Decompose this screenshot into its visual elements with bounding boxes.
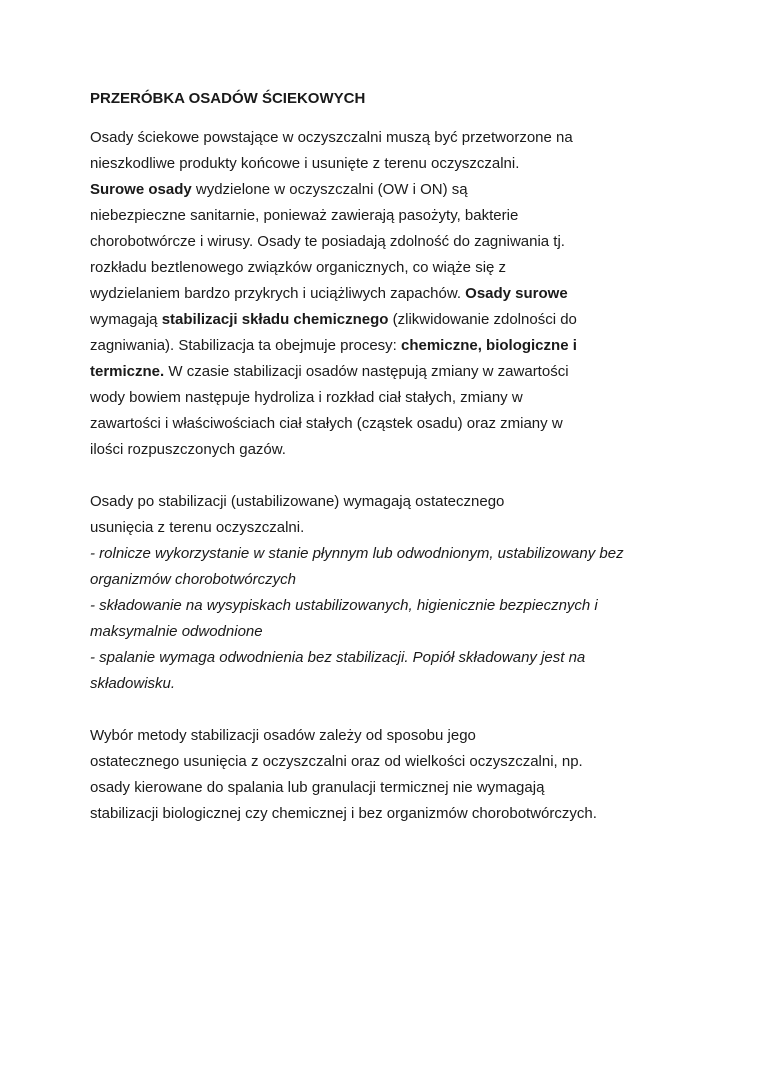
paragraph-line bbox=[90, 359, 690, 385]
text-run: wydzielone w oczyszczalni (OW i ON) są bbox=[191, 181, 468, 198]
text-run: W czasie stabilizacji osadów następują zmiany w zawartości bbox=[164, 363, 569, 380]
paragraph-1 bbox=[90, 125, 690, 463]
bold-term: Osady surowe bbox=[465, 285, 568, 302]
paragraph-line: usunięcia z terenu oczyszczalni. bbox=[90, 519, 305, 536]
document-title: PRZERÓBKA OSADÓW ŚCIEKOWYCH bbox=[90, 90, 366, 107]
bold-term: Surowe osady bbox=[90, 181, 192, 198]
text-run: wydzielaniem bardzo przykrych i uciążliwych zapachów. bbox=[90, 285, 466, 302]
bold-term: termiczne. bbox=[90, 363, 165, 380]
paragraph-line: Osady ściekowe powstające w oczyszczalni muszą być przetworzone na bbox=[90, 129, 573, 146]
paragraph-line: chorobotwórcze i wirusy. Osady te posiadają zdolność do zagniwania tj. bbox=[90, 233, 565, 250]
paragraph-line: stabilizacji biologicznej czy chemicznej i bez organizmów chorobotwórczych. bbox=[90, 805, 597, 822]
paragraph-line: zawartości i właściwościach ciał stałych (cząstek osadu) oraz zmiany w bbox=[90, 415, 563, 432]
list-item-line: - rolnicze wykorzystanie w stanie płynnym lub odwodnionym, ustabilizowany bez bbox=[90, 545, 624, 562]
list-item-line: - składowanie na wysypiskach ustabilizowanych, higienicznie bezpiecznych i bbox=[90, 597, 598, 614]
text-run: wymagają bbox=[90, 311, 162, 328]
list-item-line: maksymalnie odwodnione bbox=[90, 623, 263, 640]
bold-term: chemiczne, biologiczne i bbox=[401, 337, 577, 354]
bold-term: stabilizacji składu chemicznego bbox=[161, 311, 389, 328]
text-run: zagniwania). Stabilizacja ta obejmuje procesy: bbox=[90, 337, 401, 354]
text-run: (zlikwidowanie zdolności do bbox=[388, 311, 577, 328]
paragraph-line bbox=[90, 177, 690, 203]
list-item-line: organizmów chorobotwórczych bbox=[90, 571, 296, 588]
paragraph-line: osady kierowane do spalania lub granulacji termicznej nie wymagają bbox=[90, 779, 545, 796]
paragraph-line: ostatecznego usunięcia z oczyszczalni oraz od wielkości oczyszczalni, np. bbox=[90, 753, 583, 770]
list-item-line: składowisku. bbox=[90, 675, 176, 692]
document-page bbox=[90, 86, 690, 853]
paragraph-line: Osady po stabilizacji (ustabilizowane) wymagają ostatecznego bbox=[90, 493, 505, 510]
paragraph-line bbox=[90, 281, 690, 307]
paragraph-line: nieszkodliwe produkty końcowe i usunięte z terenu oczyszczalni. bbox=[90, 155, 520, 172]
paragraph-line bbox=[90, 307, 690, 333]
paragraph-line: niebezpieczne sanitarnie, ponieważ zawierają pasożyty, bakterie bbox=[90, 207, 519, 224]
paragraph-line bbox=[90, 333, 690, 359]
paragraph-line: ilości rozpuszczonych gazów. bbox=[90, 441, 286, 458]
paragraph-2 bbox=[90, 489, 690, 697]
paragraph-3 bbox=[90, 723, 690, 827]
paragraph-line: Wybór metody stabilizacji osadów zależy od sposobu jego bbox=[90, 727, 476, 744]
paragraph-line: wody bowiem następuje hydroliza i rozkład ciał stałych, zmiany w bbox=[90, 389, 523, 406]
paragraph-line: rozkładu beztlenowego związków organicznych, co wiąże się z bbox=[90, 259, 507, 276]
list-item-line: - spalanie wymaga odwodnienia bez stabilizacji. Popiół składowany jest na bbox=[90, 649, 586, 666]
